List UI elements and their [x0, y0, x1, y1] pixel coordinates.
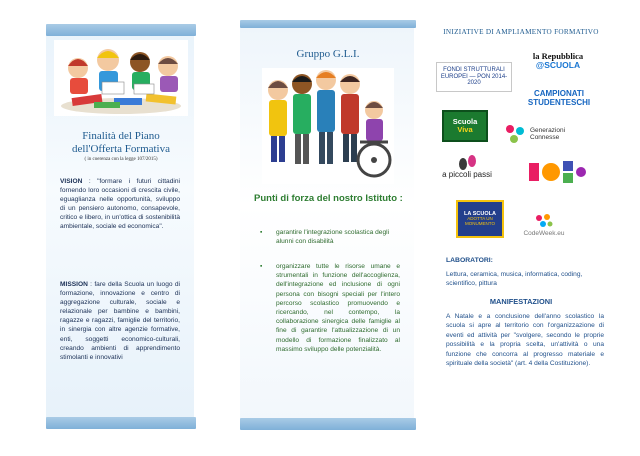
- generazioni-line1: Generazioni: [530, 126, 566, 134]
- codeweek-text: CodeWeek.eu: [523, 230, 565, 238]
- adotta-line1: LA SCUOLA: [464, 211, 496, 218]
- events-heading: MANIFESTAZIONI: [489, 297, 553, 306]
- kids-reading-illustration-icon: [54, 40, 188, 116]
- vision-paragraph: [60, 177, 180, 232]
- colorful-shapes-icon: [527, 157, 587, 187]
- left-top-bar: [46, 24, 196, 36]
- repubblica-line1: la Repubblica: [532, 50, 584, 61]
- bullet-1-text: garantire l'integrazione scolastica degli alunni con disabilità: [276, 229, 390, 246]
- events-text: A Natale e a conclusione dell'anno scolastico la scuola si apre al territorio con l'organizzazione di eventi ed attività per "svolgere, secondo le proprie possibilità e la propria scelta, un'attività o una funzione che concorra al progresso materiale e spirituale della società" (art. 4 della Costituzione).: [446, 313, 604, 368]
- left-title-line1: Finalità del Piano: [82, 130, 160, 142]
- bullet-2-text: organizzare tutte le risorse umane e strumentali in funzione dell'accoglienza, dell'integrazione ed inclusione di ogni persona con bisogni speciali per l'intero percorso scolastico promuovendo e ricercando, nel contempo, la collaborazione sinergica delle famiglie al fine di garantire l'attualizzazione di un modello di formazione finalizzato al massimo sviluppo delle potenzialità.: [276, 263, 400, 353]
- adotta-monumento-logo: [456, 200, 504, 238]
- generazioni-line2: Connesse: [530, 134, 560, 141]
- piccoli-passi-logo: [436, 150, 498, 184]
- pon-logo: [436, 62, 512, 92]
- campionati-studenteschi-logo: [520, 84, 598, 114]
- vision-label: VISION: [60, 178, 83, 185]
- campionati-line1: CAMPIONATI: [533, 89, 585, 99]
- piccoli-passi-text: a piccoli passi: [442, 169, 492, 179]
- right-title: INIZIATIVE DI AMPLIAMENTO FORMATIVO: [443, 28, 599, 36]
- codeweek-swirl-icon: [533, 212, 555, 230]
- network-dots-icon: [504, 123, 526, 145]
- mission-label: MISSION: [60, 281, 88, 288]
- adotta-line2: ADOTTA UN MONUMENTO: [465, 216, 495, 227]
- labs-text: Lettura, ceramica, musica, informatica, coding, scientifico, pittura: [446, 271, 583, 288]
- repubblica-scuola-logo: [522, 50, 594, 72]
- codeweek-logo: [516, 206, 572, 244]
- strengths-heading: Punti di forza del nostro Istituto :: [254, 193, 403, 204]
- bullet-2-marker: ▪: [260, 263, 263, 270]
- bullet-1: [260, 228, 400, 246]
- left-title-line2: dell'Offerta Formativa: [72, 143, 170, 155]
- campionati-line2: STUDENTESCHI: [527, 98, 591, 107]
- middle-title: Gruppo G.L.I.: [296, 48, 360, 60]
- labs-heading: LABORATORI:: [446, 257, 493, 264]
- middle-top-bar: [240, 20, 416, 28]
- pon-logo-text: FONDI STRUTTURALI EUROPEI — PON 2014-2020: [440, 67, 508, 87]
- generazioni-connesse-logo: [504, 120, 584, 148]
- colorful-shapes-logo: [522, 156, 592, 188]
- scuola-viva-line2: Viva: [457, 125, 473, 134]
- middle-bottom-bar: [240, 418, 416, 430]
- bullet-2: [260, 262, 400, 354]
- footprints-icon: [455, 155, 479, 171]
- mission-text: : fare della Scuola un luogo di formazione, innovazione e centro di aggregazione culturale, sociale e relazionale per bambine e bambini, ragazze e ragazzi, famiglie del territorio, in sinergia con altre agenzie formative, enti, soggetti economico-culturali, creando ambienti di apprendimento stimolanti e innovativi: [60, 281, 180, 361]
- group-kids-image: [262, 68, 394, 184]
- kids-reading-image: [54, 40, 188, 116]
- mission-paragraph: [60, 280, 180, 362]
- scuola-viva-logo: [442, 110, 488, 142]
- inclusive-group-illustration-icon: [262, 68, 394, 184]
- bullet-1-marker: ▪: [260, 229, 263, 236]
- repubblica-line2: @SCUOLA: [535, 60, 581, 70]
- left-bottom-bar: [46, 417, 196, 429]
- scuola-viva-line1: Scuola: [452, 116, 478, 126]
- vision-text: : "formare i futuri cittadini fornendo loro occasioni di crescita civile, eguaglianza nelle opportunità, sviluppo di un pensiero autonomo, consapevole, critico e libero, in un'ottica di sostenibilità ambientale, sociale ed economica".: [60, 178, 180, 231]
- left-subtitle: ( in coerenza con la legge 107/2015): [84, 157, 158, 162]
